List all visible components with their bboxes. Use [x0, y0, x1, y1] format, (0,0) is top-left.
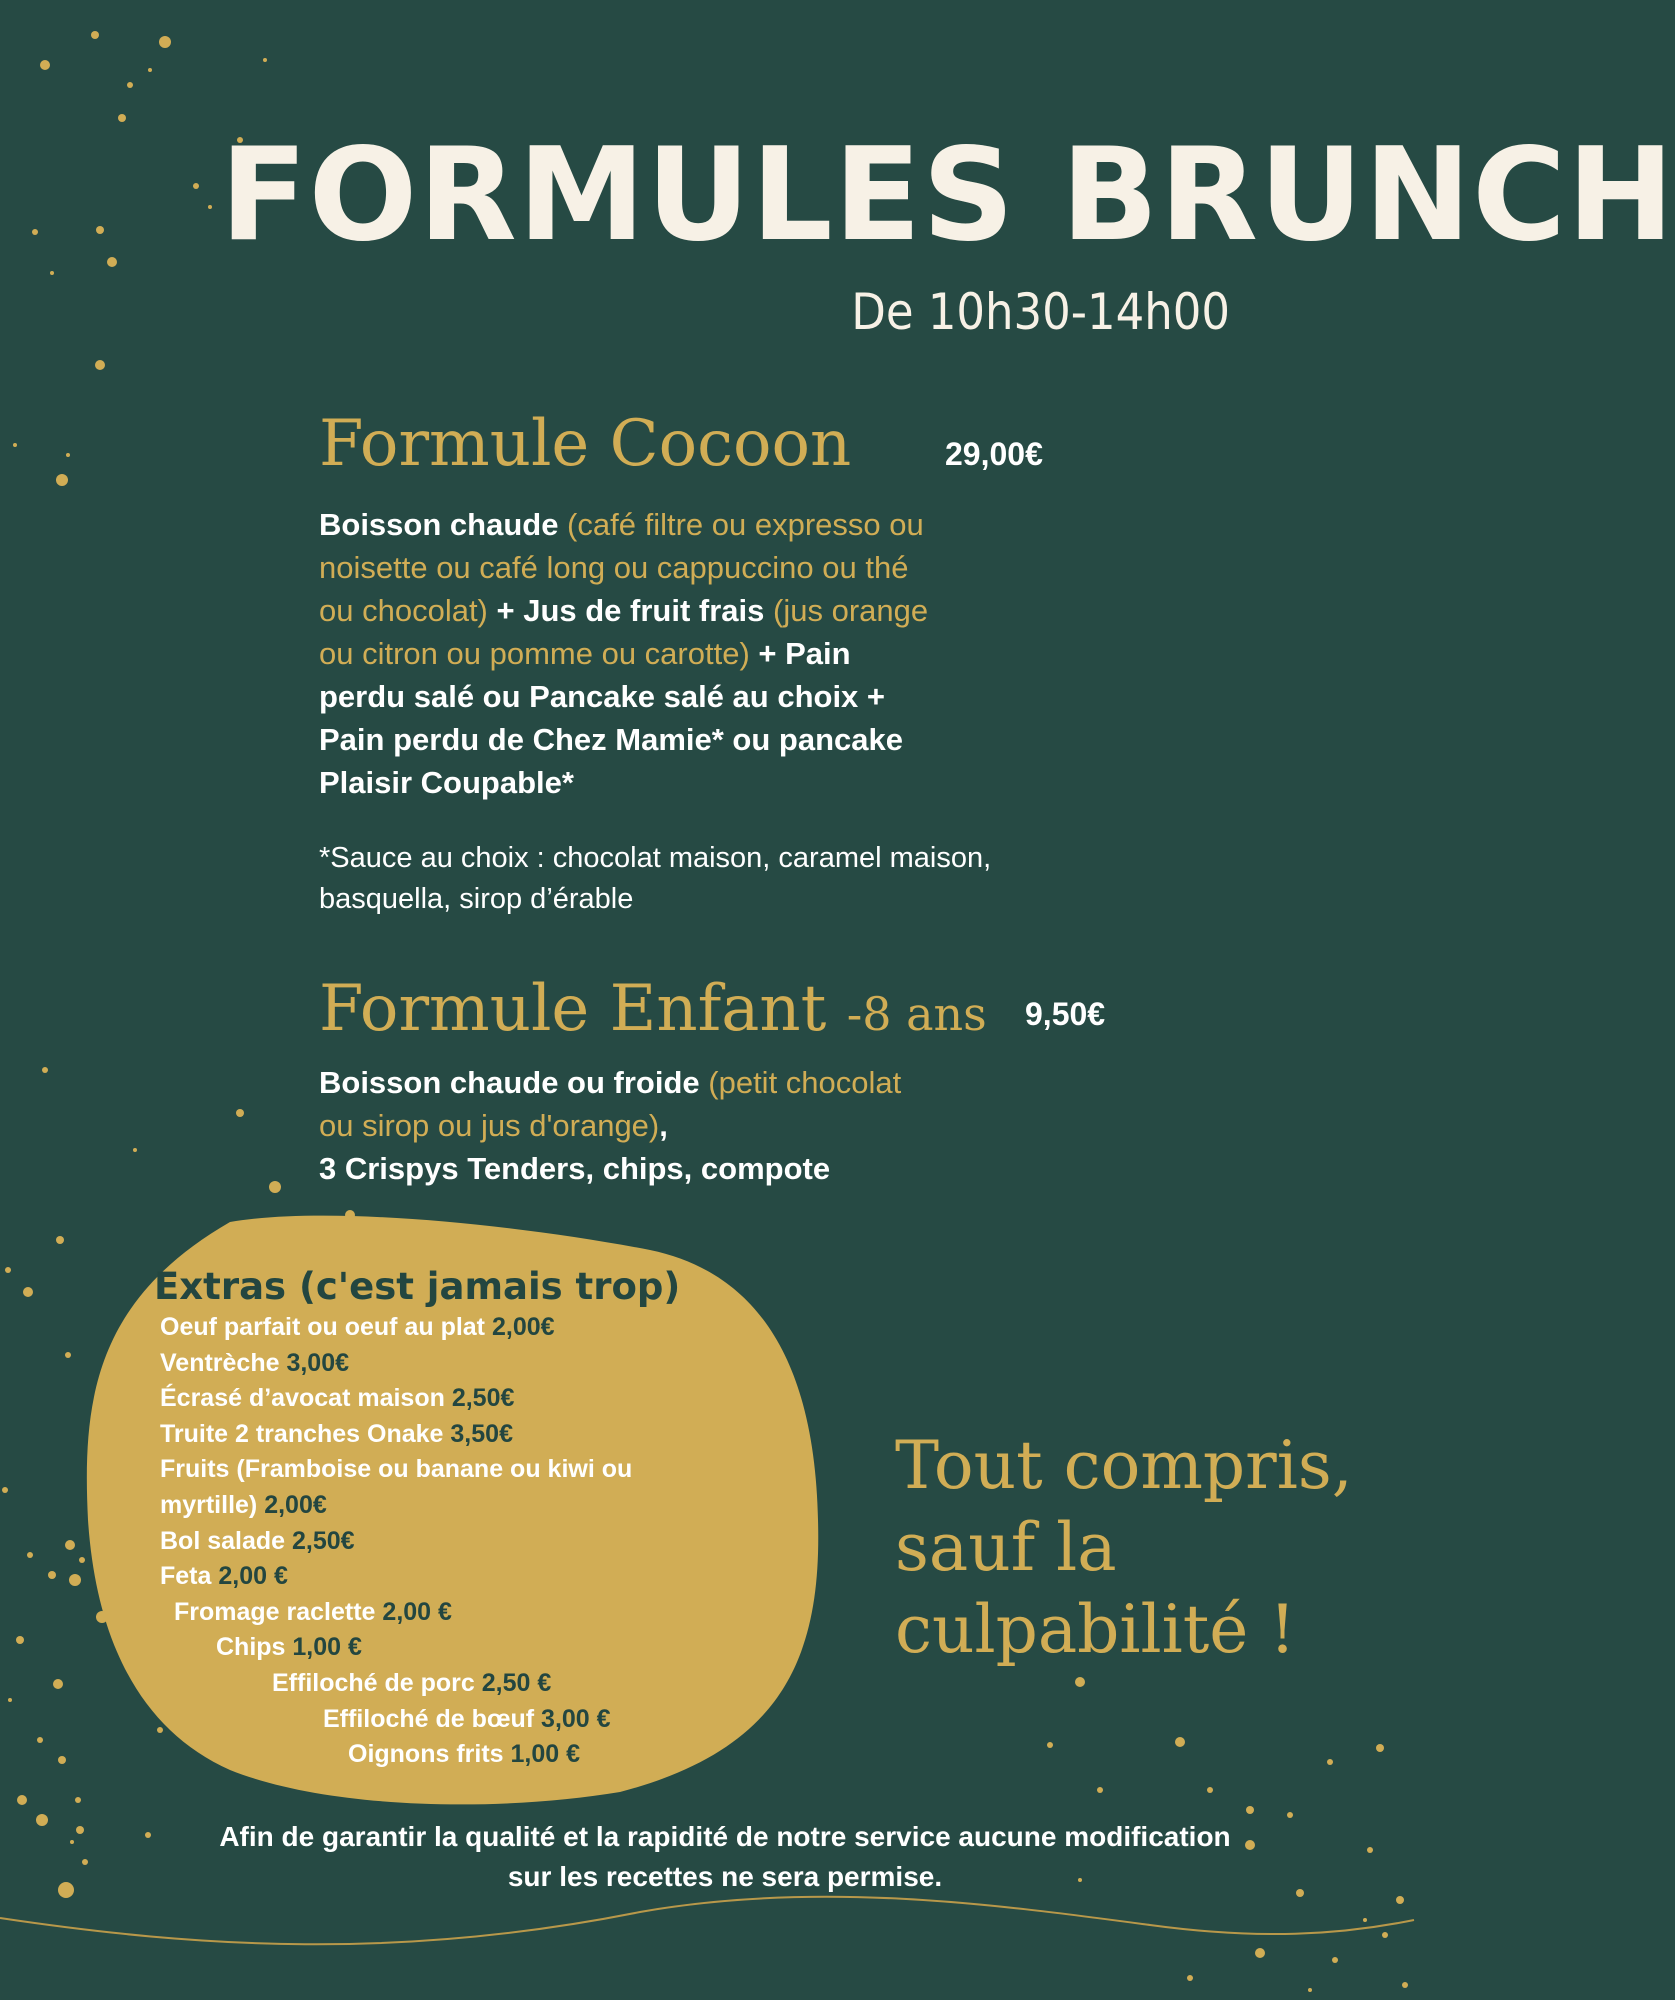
extra-item [160, 1524, 355, 1560]
extra-item-name: Écrasé d’avocat maison [160, 1384, 452, 1413]
extra-item-name: Chips [216, 1633, 293, 1662]
extra-item [323, 1702, 611, 1738]
footer-notice [150, 1817, 1300, 1897]
description-item: + Jus de fruit frais [487, 593, 765, 628]
extra-item [272, 1666, 551, 1702]
opening-hours: De 10h30-14h00 [851, 283, 1230, 341]
cocoon-sauce-note: *Sauce au choix : chocolat maison, caramel maison, basquella, sirop d’érable [319, 842, 992, 915]
extra-item-name: Feta [160, 1562, 219, 1591]
description-item: , [659, 1108, 668, 1143]
description-item: + Pain perdu salé ou Pancake salé au choix + Pain perdu de Chez Mamie* ou pancake Plaisir Coupable* [319, 636, 903, 800]
extra-item [160, 1488, 327, 1524]
description-item: Boisson chaude ou froide [319, 1065, 700, 1100]
footer-line: Afin de garantir la qualité et la rapidité de notre service aucune modification [219, 1821, 1231, 1852]
cocoon-price: 29,00€ [945, 436, 1043, 472]
extras-title: Extras (c'est jamais trop) [154, 1265, 681, 1308]
extra-item-name: Oeuf parfait ou oeuf au plat [160, 1313, 492, 1341]
extra-item-name: Oignons frits [348, 1740, 511, 1769]
extra-item-price: 2,00 € [382, 1597, 452, 1626]
footer-line: sur les recettes ne sera permise. [507, 1861, 943, 1892]
extra-item-price: 2,50€ [292, 1526, 355, 1555]
slogan-line: sauf la [895, 1509, 1117, 1586]
extra-item-price: 2,00 € [218, 1562, 288, 1591]
slogan-line: culpabilité ! [895, 1591, 1296, 1668]
slogan [895, 1425, 1353, 1671]
description-item: Boisson chaude [319, 507, 559, 542]
cocoon-title: Formule Cocoon [319, 407, 852, 481]
extra-item-price: 3,50€ [450, 1419, 513, 1448]
extra-item [216, 1630, 362, 1666]
extra-item-price: 2,00€ [264, 1491, 327, 1519]
extra-item-price: 3,00 € [541, 1704, 611, 1733]
extra-item-name: Effiloché de porc [272, 1669, 482, 1697]
extra-item-price: 2,00€ [491, 1313, 555, 1341]
slogan-line: Tout compris, [895, 1427, 1353, 1504]
extra-item [160, 1417, 513, 1453]
extra-item [160, 1381, 514, 1417]
extra-item-price: 2,50 € [481, 1669, 552, 1697]
extra-item-name: Fruits (Framboise ou banane ou kiwi ou [160, 1455, 633, 1484]
extra-item-name: Fromage raclette [174, 1597, 383, 1626]
extra-item [160, 1310, 555, 1346]
extra-item-price: 1,00 € [510, 1740, 581, 1769]
extra-item [160, 1559, 288, 1595]
extra-item-price: 3,00€ [286, 1348, 350, 1377]
cocoon-description [319, 503, 929, 804]
extra-item-name: Bol salade [160, 1526, 292, 1555]
extra-item-name: Ventrèche [160, 1348, 287, 1377]
extra-item [174, 1595, 452, 1631]
extra-item [348, 1737, 580, 1773]
enfant-title [319, 972, 987, 1046]
extra-item-price: 2,50€ [451, 1384, 515, 1413]
extra-item [160, 1346, 349, 1382]
description-options: (jus orange ou citron ou pomme ou carotte) [319, 593, 929, 671]
extra-item [160, 1452, 632, 1488]
bottom-wave-line [0, 1897, 1414, 1945]
extra-item-name: Truite 2 tranches Onake [160, 1419, 451, 1448]
extra-item-price: 1,00 € [292, 1633, 362, 1662]
enfant-age-limit: -8 ans [846, 987, 987, 1041]
extra-item-name: Effiloché de bœuf [323, 1704, 542, 1733]
description-options: (café filtre ou expresso ou noisette ou café long ou cappuccino ou thé ou chocolat) [319, 507, 924, 628]
description-options: (petit chocolat ou sirop ou jus d'orange) [319, 1065, 902, 1143]
description-item: 3 Crispys Tenders, chips, compote [319, 1151, 831, 1186]
enfant-title-text: Formule Enfant [319, 972, 827, 1046]
enfant-description [319, 1061, 909, 1190]
page-title: FORMULES BRUNCH [220, 121, 1675, 270]
enfant-price: 9,50€ [1025, 996, 1106, 1032]
extra-item-name: myrtille) [160, 1491, 265, 1519]
